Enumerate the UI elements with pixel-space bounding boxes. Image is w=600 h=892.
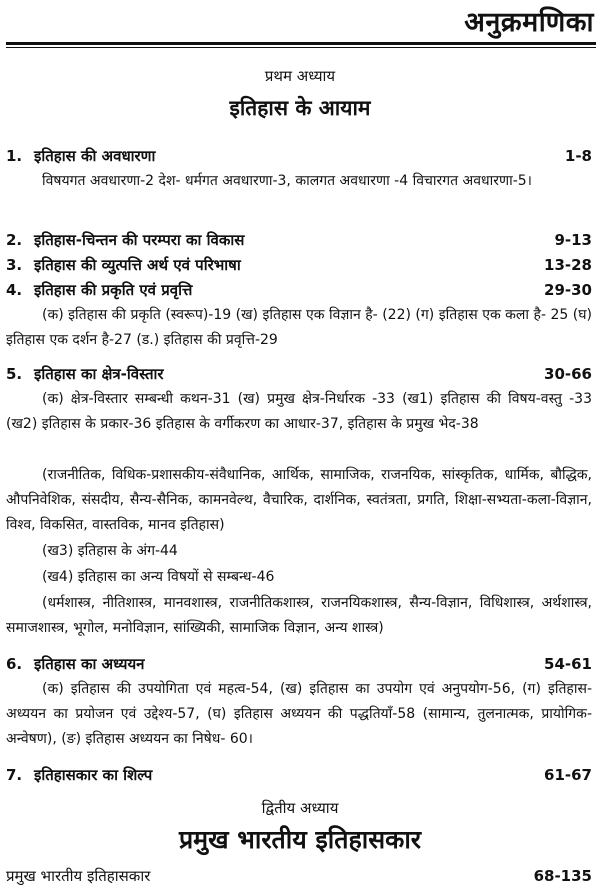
- chapter-2-title: प्रमुख भारतीय इतिहासकार: [178, 825, 422, 854]
- toc-entry-ch2-1: [6, 866, 592, 886]
- entry-pages: 30-66: [544, 365, 592, 383]
- chapter-1-label: प्रथम अध्याय: [264, 67, 336, 85]
- entry-title: इतिहासकार का शिल्प: [34, 766, 153, 784]
- toc-entry-4: [6, 280, 592, 300]
- entry-number: 6.: [6, 655, 23, 673]
- entry-pages: 9-13: [554, 231, 592, 249]
- entry-number: 5.: [6, 365, 23, 383]
- entry-pages: 13-28: [544, 256, 592, 274]
- header-rule-thin: [6, 47, 596, 48]
- toc-entry-3: [6, 255, 592, 275]
- entry-title: इतिहास की अवधारणा: [34, 147, 156, 165]
- entry-5-sub-kh3: (ख3) इतिहास के अंग-44: [42, 543, 178, 559]
- entry-1-description: विषयगत अवधारणा-2 देश- धर्मगत अवधारणा-3, कालगत अवधारणा -4 विचारगत अवधारणा-5।: [42, 173, 532, 189]
- entry-5-history-types: (राजनीतिक, विधिक-प्रशासकीय-संवैधानिक, आर्थिक, सामाजिक, राजनयिक, सांस्कृतिक, धार्मिक, बौद्धिक, औपनिवेशिक, संसदीय, सैन्य-सैनिक, कामनवेल्थ, वैचारिक, दार्शनिक, स्वतंत्रता, प्रगति, शिक्षा-सभ्यता-कला-विज्ञान, विश्व, विकसित, वास्तविक, मानव इतिहास): [6, 467, 592, 533]
- entry-title: इतिहास का क्षेत्र-विस्तार: [34, 365, 164, 383]
- entry-5-related-subjects: (धर्मशास्त्र, नीतिशास्त्र, मानवशास्त्र, राजनीतिकशास्त्र, राजनयिकशास्त्र, सैन्य-विज्ञान, विधिशास्त्र, अर्थशास्त्र, समाजशास्त्र, भूगोल, मनोविज्ञान, सांख्यिकी, सामाजिक विज्ञान, अन्य शास्त्र): [6, 595, 592, 636]
- entry-pages: 54-61: [544, 655, 592, 673]
- entry-title: इतिहास का अध्ययन: [34, 655, 145, 673]
- toc-entry-2: [6, 230, 592, 250]
- entry-pages: 61-67: [544, 766, 592, 784]
- entry-number: 1.: [6, 147, 23, 165]
- entry-number: 4.: [6, 281, 23, 299]
- header-rule-thick: [6, 42, 596, 45]
- toc-entry-5: [6, 364, 592, 384]
- chapter-1-title: इतिहास के आयाम: [229, 96, 371, 120]
- entry-4-description: (क) इतिहास की प्रकृति (स्वरूप)-19 (ख) इतिहास एक विज्ञान है- (22) (ग) इतिहास एक कला है- 25 (घ) इतिहास एक दर्शन है-27 (ड.) इतिहास की प्रवृत्ति-29: [6, 307, 592, 348]
- entry-5-description: (क) क्षेत्र-विस्तार सम्बन्धी कथन-31 (ख) प्रमुख क्षेत्र-निर्धारक -33 (ख1) इतिहास की विषय-वस्तु -33 (ख2) इतिहास के प्रकार-36 इतिहास के वर्गीकरण का आधार-37, इतिहास के प्रमुख भेद-38: [6, 391, 592, 432]
- chapter-2-label: द्वितीय अध्याय: [261, 799, 339, 817]
- entry-number: 7.: [6, 766, 23, 784]
- entry-title: इतिहास की व्युत्पत्ति अर्थ एवं परिभाषा: [34, 256, 241, 274]
- toc-entry-1: [6, 146, 592, 166]
- entry-title: प्रमुख भारतीय इतिहासकार: [6, 867, 151, 885]
- toc-entry-6: [6, 654, 592, 674]
- entry-title: इतिहास-चिन्तन की परम्परा का विकास: [34, 231, 245, 249]
- entry-pages: 1-8: [564, 147, 592, 165]
- page-title: अनुक्रमणिका: [464, 7, 594, 38]
- entry-title: इतिहास की प्रकृति एवं प्रवृत्ति: [34, 281, 193, 299]
- entry-pages: 68-135: [533, 867, 592, 885]
- entry-6-description: (क) इतिहास की उपयोगिता एवं महत्व-54, (ख) इतिहास का उपयोग एवं अनुपयोग-56, (ग) इतिहास-अध्ययन का प्रयोजन एवं उद्देश्य-57, (घ) इतिहास अध्ययन की पद्धतियाँ-58 (सामान्य, तुलनात्मक, प्रायोगिक-अन्वेषण), (ङ) इतिहास अध्ययन का निषेध- 60।: [6, 681, 592, 747]
- entry-pages: 29-30: [544, 281, 592, 299]
- entry-number: 3.: [6, 256, 23, 274]
- toc-entry-7: [6, 765, 592, 785]
- entry-number: 2.: [6, 231, 23, 249]
- entry-5-sub-kh4: (ख4) इतिहास का अन्य विषयों से सम्बन्ध-46: [42, 569, 275, 585]
